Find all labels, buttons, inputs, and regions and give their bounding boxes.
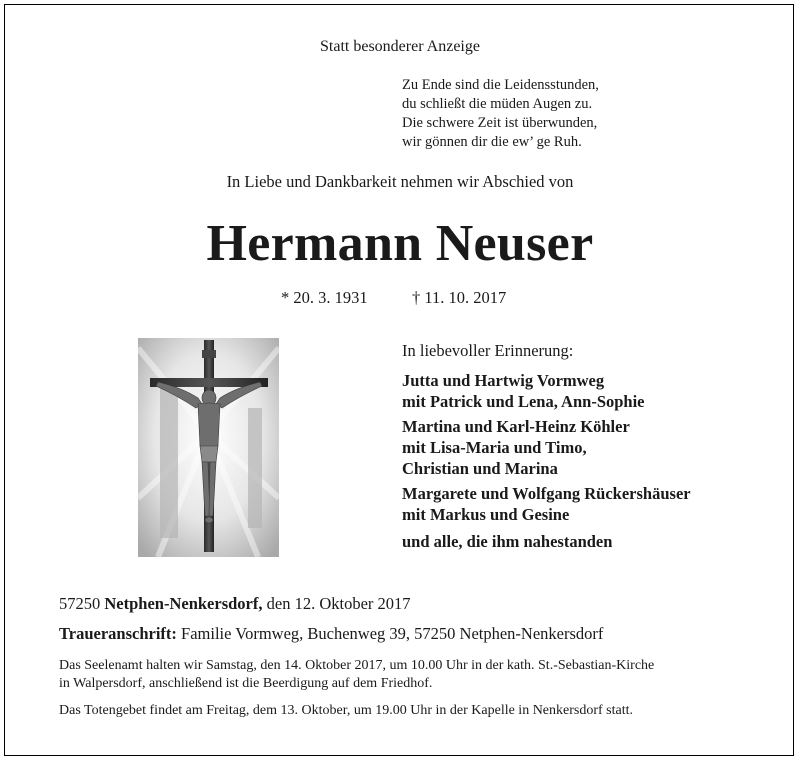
family-line: mit Patrick und Lena, Ann-Sophie [402,392,645,411]
family-line: Christian und Marina [402,459,558,478]
family-list [402,370,691,552]
family-group [402,483,691,525]
poem [402,76,599,152]
poem-line: du schließt die müden Augen zu. [402,96,593,112]
notice-line: in Walpersdorf, anschließend ist die Beerdigung auf dem Friedhof. [59,676,433,691]
intro-text: Statt besonderer Anzeige [320,38,480,55]
family-line: Martina und Karl-Heinz Köhler [402,417,630,436]
poem-line: wir gönnen dir die ew’ ge Ruh. [402,134,582,150]
lead-text: In Liebe und Dankbarkeit nehmen wir Abschied von [226,172,574,191]
family-line: mit Markus und Gesine [402,505,570,524]
memory-heading: In liebevoller Erinnerung: [402,341,574,360]
address-value: Familie Vormweg, Buchenweg 39, 57250 Netphen-Nenkersdorf [181,624,604,643]
poem-line: Die schwere Zeit ist überwunden, [402,115,598,131]
family-closing: und alle, die ihm nahestanden [402,532,613,551]
crucifix-image [138,338,279,557]
notice-line: Das Seelenamt halten wir Samstag, den 14. Oktober 2017, um 10.00 Uhr in der kath. St.-Sebastian-Kirche [59,658,655,673]
requiem-notice [59,657,749,693]
family-line: Margarete und Wolfgang Rückershäuser [402,484,691,503]
town: Netphen-Nenkersdorf, [104,594,263,613]
notice-date: den 12. Oktober 2017 [266,594,411,613]
address-line [59,624,603,644]
place-date-line [59,594,411,614]
family-group [402,370,691,412]
deceased-name: Hermann Neuser [206,215,594,272]
family-line: Jutta und Hartwig Vormweg [402,371,605,390]
address-label: Traueranschrift: [59,624,177,643]
postcode: 57250 [59,594,101,613]
poem-line: Zu Ende sind die Leidensstunden, [402,77,599,93]
family-line: mit Lisa-Maria und Timo, [402,438,587,457]
birth-date: * 20. 3. 1931 [281,288,368,307]
prayer-notice: Das Totengebet findet am Freitag, dem 13. Oktober, um 19.00 Uhr in der Kapelle in Nenkersdorf statt. [59,703,633,718]
death-date: † 11. 10. 2017 [412,288,507,307]
family-group [402,416,691,479]
